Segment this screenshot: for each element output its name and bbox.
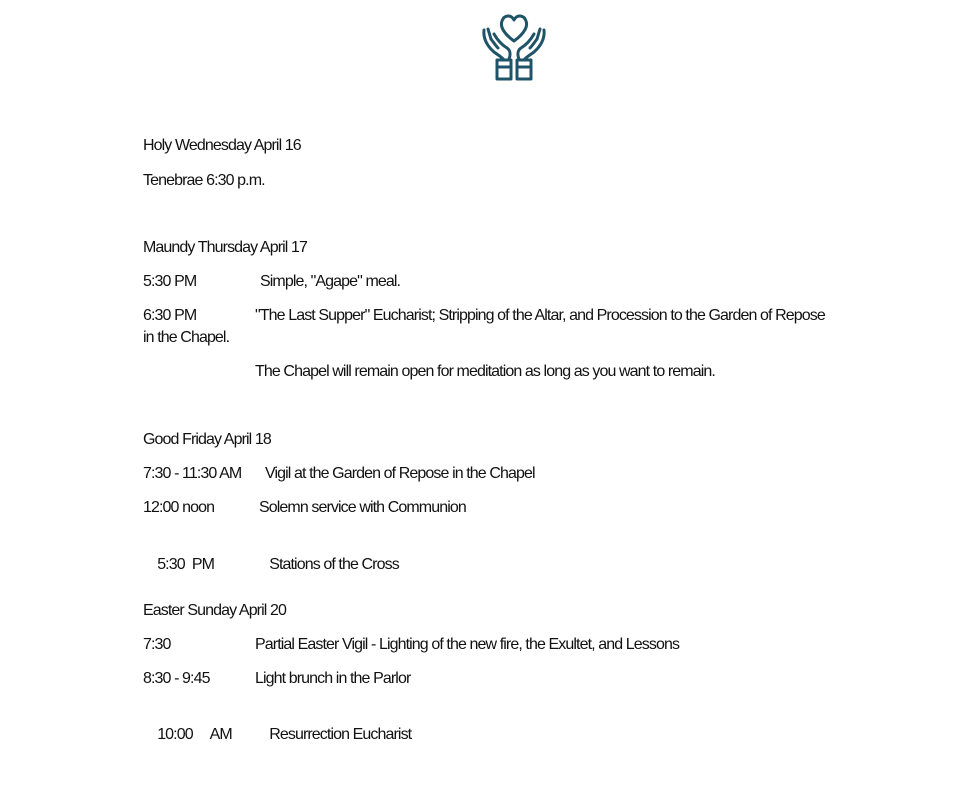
schedule-item <box>143 271 400 293</box>
item-time: 10:00 AM <box>157 726 232 743</box>
section-heading-text: Easter Sunday April 20 <box>143 602 286 619</box>
item-time: 5:30 PM <box>157 556 215 573</box>
schedule-item <box>143 634 679 656</box>
item-time: 7:30 - 11:30 AM <box>143 465 242 482</box>
item-text: The Chapel will remain open for meditation as long as you want to remain. <box>255 363 715 380</box>
item-text: "The Last Supper" Eucharist; Stripping of the Altar, and Procession to the Garden of Repose in the Chapel. <box>143 307 825 346</box>
schedule-item <box>143 463 535 485</box>
schedule-item <box>143 702 411 768</box>
schedule-item <box>143 305 833 349</box>
section-heading-text: Holy Wednesday April 16 <box>143 137 301 154</box>
section-heading-holy-wednesday <box>143 135 301 157</box>
item-text: Vigil at the Garden of Repose in the Chapel <box>265 465 535 482</box>
item-text: Light brunch in the Parlor <box>255 670 411 687</box>
item-time: 6:30 PM <box>143 307 197 324</box>
section-heading-text: Good Friday April 18 <box>143 431 271 448</box>
item-time: 8:30 - 9:45 <box>143 670 210 687</box>
section-heading-text: Maundy Thursday April 17 <box>143 239 307 256</box>
schedule-item <box>143 532 399 598</box>
schedule-item <box>255 361 715 383</box>
section-heading-maundy-thursday <box>143 237 307 259</box>
schedule-item <box>143 668 410 690</box>
section-heading-good-friday <box>143 429 271 451</box>
item-text: Partial Easter Vigil - Lighting of the new fire, the Exultet, and Lessons <box>255 636 680 653</box>
item-time: 7:30 <box>143 636 171 653</box>
item-time: 5:30 PM <box>143 273 197 290</box>
item-text: Simple, "Agape" meal. <box>260 273 401 290</box>
item-text: Solemn service with Communion <box>259 499 466 516</box>
schedule-item <box>143 497 466 519</box>
item-text: Tenebrae 6:30 p.m. <box>143 172 265 189</box>
item-text: Resurrection Eucharist <box>269 726 412 743</box>
item-time: 12:00 noon <box>143 499 215 516</box>
heart-hands-icon <box>478 8 550 82</box>
item-text: Stations of the Cross <box>269 556 399 573</box>
section-heading-easter-sunday <box>143 600 286 622</box>
schedule-item <box>143 170 265 192</box>
